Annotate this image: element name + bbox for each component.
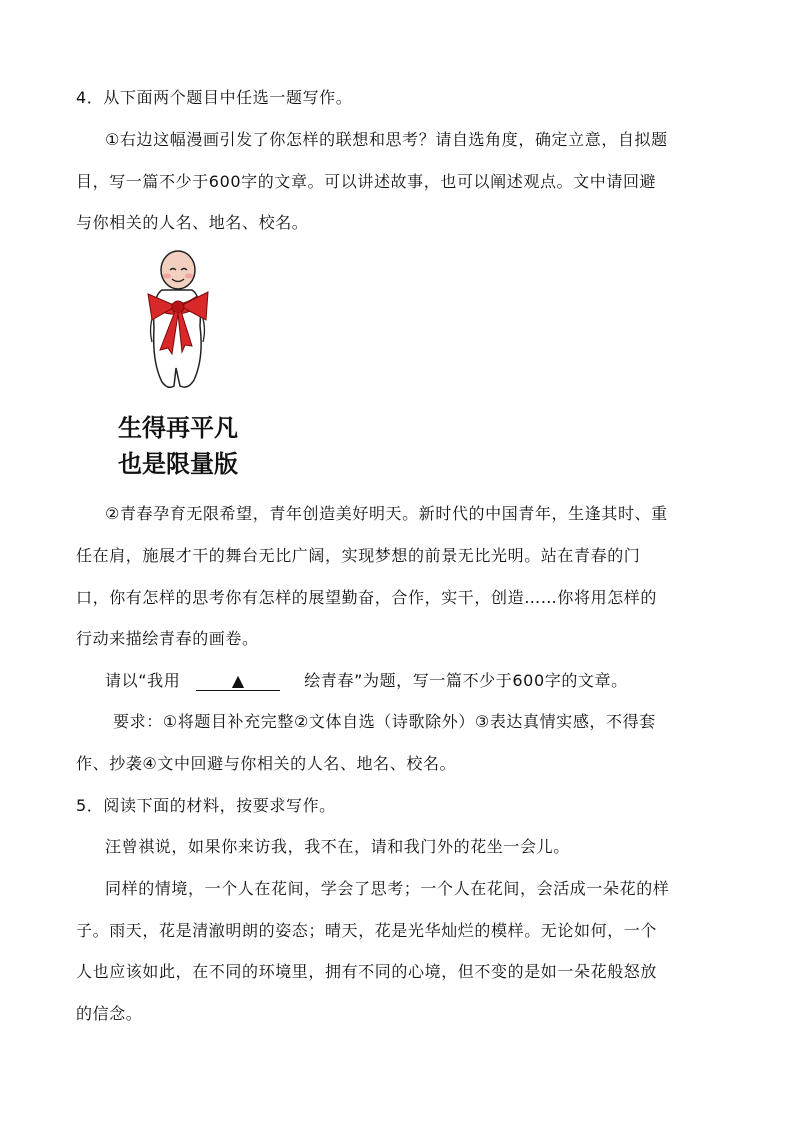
- option-1-line-2: 目，写一篇不少于600字的文章。可以讲述故事，也可以阐述观点。文中请回避: [76, 172, 657, 191]
- essay-prompt: [105, 671, 628, 691]
- option-2-line-3: 口，你有怎样的思考你有怎样的展望勤奋，合作，实干，创造……你将用怎样的: [76, 588, 658, 607]
- question-4-heading: 4．从下面两个题目中任选一题写作。: [76, 88, 353, 107]
- option-2-line-2: 任在肩，施展才干的舞台无比广阔，实现梦想的前景无比光明。站在青春的门: [76, 546, 641, 565]
- material-para-2-line-3: 人也应该如此，在不同的环境里，拥有不同的心境，但不变的是如一朵花般怒放: [76, 962, 658, 981]
- prompt-blank: ▲: [196, 672, 280, 691]
- cartoon-caption-line-1: 生得再平凡: [118, 414, 238, 442]
- cartoon-illustration: [112, 250, 262, 486]
- option-2-line-4: 行动来描绘青春的画卷。: [76, 629, 259, 648]
- option-2-line-1: ②青春孕育无限希望，青年创造美好明天。新时代的中国青年，生逢其时、重: [105, 504, 668, 523]
- question-5-heading: 5．阅读下面的材料，按要求写作。: [76, 796, 336, 815]
- prompt-suffix: 绘青春”为题，写一篇不少于600字的文章。: [304, 671, 628, 690]
- material-para-2-line-1: 同样的情境，一个人在花间，学会了思考；一个人在花间，会活成一朵花的样: [105, 879, 670, 898]
- prompt-prefix: 请以“我用: [105, 671, 181, 690]
- material-para-1: 汪曾祺说，如果你来访我，我不在，请和我门外的花坐一会儿。: [105, 837, 570, 856]
- material-para-2-line-4: 的信念。: [76, 1004, 143, 1023]
- cartoon-figure: [148, 251, 208, 387]
- requirements-line-2: 作、抄袭④文中回避与你相关的人名、地名、校名。: [76, 754, 457, 773]
- cartoon-caption-line-2: 也是限量版: [118, 450, 238, 478]
- requirements-line-1: 要求：①将题目补充完整②文体自选（诗歌除外）③表达真情实感，不得套: [113, 712, 656, 731]
- option-1-line-1: ①右边这幅漫画引发了你怎样的联想和思考？请自选角度，确定立意，自拟题: [105, 130, 668, 149]
- material-para-2-line-2: 子。雨天，花是清澈明朗的姿态；晴天，花是光华灿烂的模样。无论如何，一个: [76, 921, 658, 940]
- option-1-line-3: 与你相关的人名、地名、校名。: [76, 213, 309, 232]
